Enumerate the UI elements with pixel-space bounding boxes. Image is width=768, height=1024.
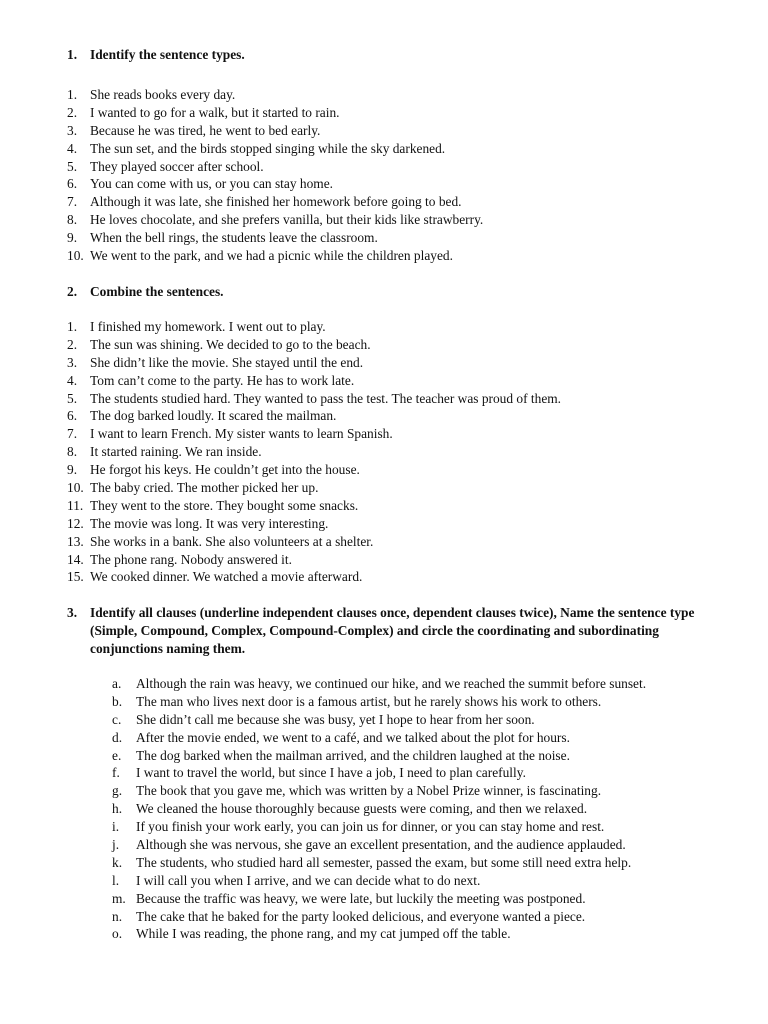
list-item: [112, 747, 768, 765]
item-text: While I was reading, the phone rang, and my cat jumped off the table.: [136, 926, 511, 942]
item-text: The man who lives next door is a famous artist, but he rarely shows his work to others.: [136, 693, 602, 709]
list-item: [112, 711, 768, 729]
item-text: I wanted to go for a walk, but it started to rain.: [90, 104, 340, 120]
list-item: [112, 854, 768, 872]
item-number: o.: [112, 926, 123, 942]
item-number: 5.: [67, 158, 78, 174]
item-number: n.: [112, 908, 123, 924]
list-item: [67, 372, 747, 390]
item-text: The sun set, and the birds stopped singing while the sky darkened.: [90, 140, 446, 156]
item-text: Because he was tired, he went to bed early.: [90, 122, 321, 138]
list-item: [112, 890, 768, 908]
section-2-heading: [67, 283, 727, 301]
item-number: 9.: [67, 462, 78, 478]
combine-sentences-list: [67, 318, 747, 586]
list-item: [67, 140, 747, 158]
item-number: 3.: [67, 122, 78, 138]
list-item: [67, 175, 747, 193]
list-item: [67, 390, 747, 408]
item-number: 9.: [67, 230, 78, 246]
item-number: 8.: [67, 444, 78, 460]
list-item: [67, 318, 747, 336]
item-text: He forgot his keys. He couldn’t get into the house.: [90, 462, 360, 478]
item-text: If you finish your work early, you can join us for dinner, or you can stay home and rest.: [136, 819, 605, 835]
item-text: The dog barked loudly. It scared the mailman.: [90, 408, 337, 424]
item-text: When the bell rings, the students leave the classroom.: [90, 230, 378, 246]
list-item: [112, 764, 768, 782]
sentence-types-list: [67, 86, 747, 265]
item-number: k.: [112, 854, 123, 870]
item-text: The students studied hard. They wanted to pass the test. The teacher was proud of them.: [90, 390, 562, 406]
list-item: [67, 515, 747, 533]
item-number: e.: [112, 747, 122, 763]
item-text: The book that you gave me, which was written by a Nobel Prize winner, is fascinating.: [136, 783, 602, 799]
list-item: [112, 675, 768, 693]
item-text: The cake that he baked for the party looked delicious, and everyone wanted a piece.: [136, 908, 586, 924]
item-number: 1.: [67, 87, 78, 102]
item-number: 1.: [67, 319, 78, 334]
item-text: The students, who studied hard all semester, passed the exam, but some still need extra help.: [136, 854, 632, 870]
item-text: The phone rang. Nobody answered it.: [90, 551, 292, 567]
item-number: d.: [112, 729, 123, 745]
list-item: [67, 479, 747, 497]
item-number: 6.: [67, 176, 78, 192]
list-item: [67, 551, 747, 569]
item-text: We cleaned the house thoroughly because guests were coming, and then we relaxed.: [136, 801, 588, 817]
list-item: [67, 104, 747, 122]
item-number: a.: [112, 676, 122, 691]
item-text: They went to the store. They bought some snacks.: [90, 497, 359, 513]
section-number: 1.: [67, 47, 78, 62]
list-item: [67, 443, 747, 461]
item-text: I want to learn French. My sister wants to learn Spanish.: [90, 426, 393, 442]
item-text: We cooked dinner. We watched a movie afterward.: [90, 569, 363, 585]
item-text: I finished my homework. I went out to play.: [90, 319, 326, 334]
item-text: I will call you when I arrive, and we can decide what to do next.: [136, 872, 481, 888]
item-number: 14.: [67, 551, 84, 567]
item-number: 10.: [67, 480, 84, 496]
item-number: l.: [112, 872, 120, 888]
item-number: c.: [112, 711, 122, 727]
list-item: [112, 908, 768, 926]
list-item: [67, 336, 747, 354]
list-item: [67, 86, 747, 104]
item-number: 4.: [67, 140, 78, 156]
item-text: She works in a bank. She also volunteers at a shelter.: [90, 533, 374, 549]
list-item: [67, 568, 747, 586]
item-number: 2.: [67, 104, 78, 120]
item-text: She reads books every day.: [90, 87, 236, 102]
section-title: Combine the sentences.: [90, 284, 224, 299]
item-text: She didn’t call me because she was busy, yet I hope to hear from her soon.: [136, 711, 535, 727]
item-text: They played soccer after school.: [90, 158, 264, 174]
item-number: 7.: [67, 426, 78, 442]
item-text: Although she was nervous, she gave an excellent presentation, and the audience applauded.: [136, 837, 626, 853]
item-number: 10.: [67, 248, 84, 264]
item-text: The sun was shining. We decided to go to the beach.: [90, 336, 371, 352]
item-number: j.: [112, 837, 120, 853]
list-item: [67, 247, 747, 265]
list-item: [67, 354, 747, 372]
list-item: [67, 407, 747, 425]
list-item: [67, 497, 747, 515]
item-number: 13.: [67, 533, 84, 549]
item-number: 12.: [67, 515, 84, 531]
list-item: [112, 872, 768, 890]
list-item: [67, 193, 747, 211]
list-item: [112, 818, 768, 836]
item-text: You can come with us, or you can stay home.: [90, 176, 333, 192]
item-text: I want to travel the world, but since I have a job, I need to plan carefully.: [136, 765, 526, 781]
item-number: b.: [112, 693, 123, 709]
list-item: [67, 211, 747, 229]
item-text: He loves chocolate, and she prefers vanilla, but their kids like strawberry.: [90, 212, 484, 228]
item-number: f.: [112, 765, 120, 781]
item-number: 4.: [67, 372, 78, 388]
item-number: 5.: [67, 390, 78, 406]
list-item: [112, 729, 768, 747]
item-number: 2.: [67, 336, 78, 352]
list-item: [67, 229, 747, 247]
list-item: [112, 693, 768, 711]
item-number: i.: [112, 819, 120, 835]
item-number: 6.: [67, 408, 78, 424]
item-text: Tom can’t come to the party. He has to work late.: [90, 372, 355, 388]
item-number: h.: [112, 801, 123, 817]
item-text: She didn’t like the movie. She stayed until the end.: [90, 354, 364, 370]
list-item: [67, 461, 747, 479]
section-number: 3.: [67, 605, 78, 620]
list-item: [112, 800, 768, 818]
section-3-heading: [67, 604, 717, 658]
item-text: The baby cried. The mother picked her up.: [90, 480, 319, 496]
list-item: [67, 533, 747, 551]
section-title: Identify the sentence types.: [90, 47, 245, 62]
item-text: It started raining. We ran inside.: [90, 444, 262, 460]
list-item: [112, 782, 768, 800]
item-text: Although the rain was heavy, we continued our hike, and we reached the summit before sunset.: [136, 676, 647, 691]
item-number: 11.: [67, 497, 84, 513]
section-title: Identify all clauses (underline independent clauses once, dependent clauses twice), Name the sentence type (Simple, Compound, Complex, Compound-Complex) and circle the coordinating and subordinating conjunctions naming them.: [90, 605, 695, 656]
item-number: g.: [112, 783, 123, 799]
list-item: [67, 122, 747, 140]
item-number: 3.: [67, 354, 78, 370]
item-number: 7.: [67, 194, 78, 210]
item-text: After the movie ended, we went to a café, and we talked about the plot for hours.: [136, 729, 570, 745]
list-item: [112, 925, 768, 943]
list-item: [112, 836, 768, 854]
clause-identification-list: [112, 675, 768, 943]
item-text: The dog barked when the mailman arrived, and the children laughed at the noise.: [136, 747, 570, 763]
item-number: m.: [112, 890, 126, 906]
list-item: [67, 425, 747, 443]
item-number: 15.: [67, 569, 84, 585]
item-text: The movie was long. It was very interesting.: [90, 515, 329, 531]
item-number: 8.: [67, 212, 78, 228]
item-text: We went to the park, and we had a picnic while the children played.: [90, 248, 453, 264]
item-text: Because the traffic was heavy, we were late, but luckily the meeting was postponed.: [136, 890, 586, 906]
section-number: 2.: [67, 284, 78, 299]
section-1-heading: [67, 46, 727, 64]
list-item: [67, 158, 747, 176]
item-text: Although it was late, she finished her homework before going to bed.: [90, 194, 462, 210]
